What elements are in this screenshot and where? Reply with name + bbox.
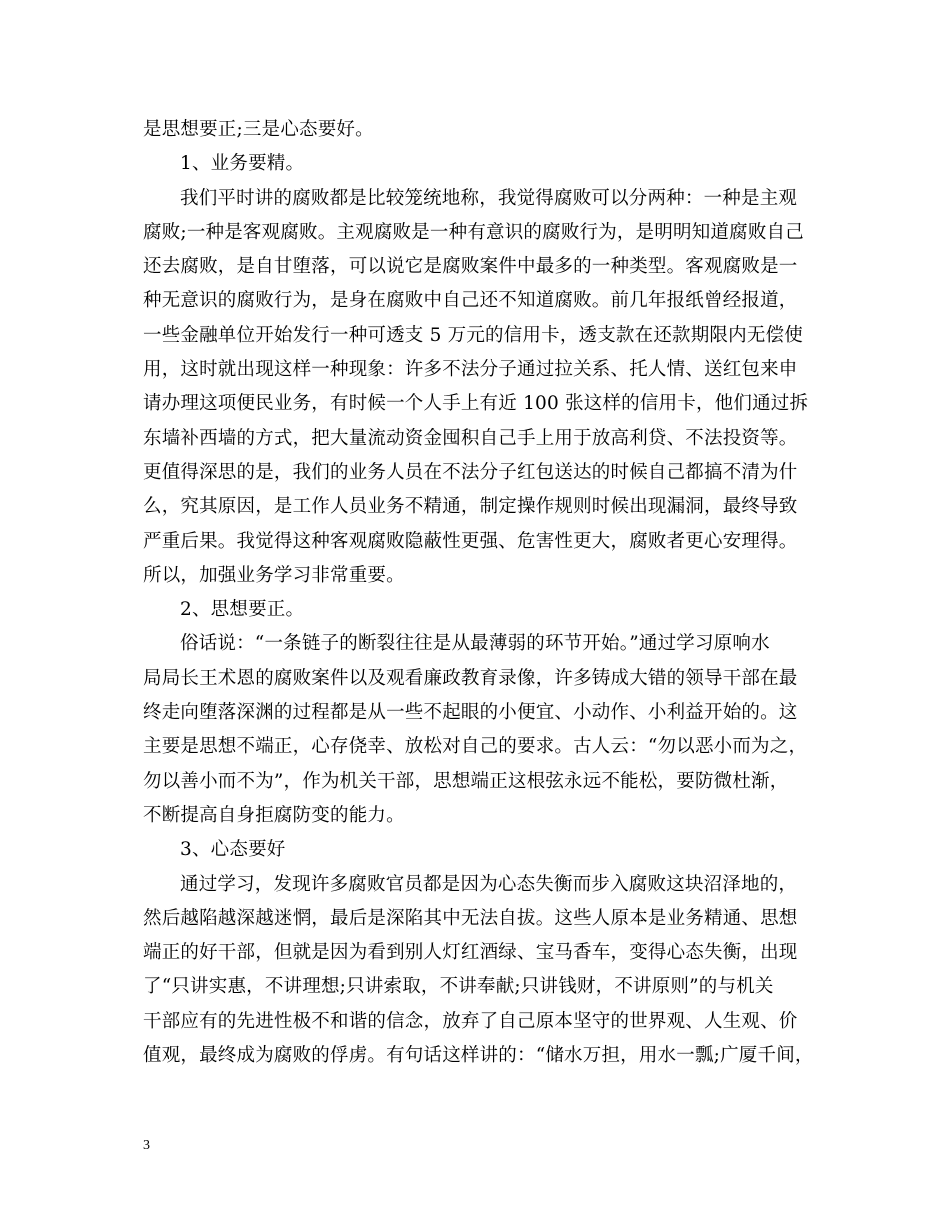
text-line: 么，究其原因，是工作人员业务不精通，制定操作规则时候出现漏洞，最终导致 — [143, 496, 798, 518]
text-line: 东墙补西墙的方式，把大量流动资金囤积自己手上用于放高利贷、不法投资等。 — [143, 427, 798, 449]
text-line: 所以，加强业务学习非常重要。 — [143, 564, 405, 586]
text-line: 局局长王术恩的腐败案件以及观看廉政教育录像，许多铸成大错的领导干部在最 — [143, 667, 798, 689]
text-line: 腐败;一种是客观腐败。主观腐败是一种有意识的腐败行为，是明明知道腐败自己 — [143, 221, 804, 243]
text-line: 用，这时就出现这样一种现象：许多不法分子通过拉关系、托人情、送红包来申 — [143, 359, 798, 381]
text-line: 更值得深思的是，我们的业务人员在不法分子红包送达的时候自己都搞不清为什 — [143, 461, 798, 483]
text-line: 请办理这项便民业务，有时候一个人手上有近 100 张这样的信用卡，他们通过拆 — [143, 393, 809, 415]
text-line: 端正的好干部，但就是因为看到别人灯红酒绿、宝马香车，变得心态失衡，出现 — [143, 942, 798, 964]
text-line: 不断提高自身拒腐防变的能力。 — [143, 804, 405, 826]
text-line: 主要是思想不端正，心存侥幸、放松对自己的要求。古人云：“勿以恶小而为之， — [143, 736, 808, 758]
text-line: 勿以善小而不为”，作为机关干部，思想端正这根弦永远不能松，要防微杜渐， — [143, 770, 789, 792]
text-line: 是思想要正;三是心态要好。 — [143, 119, 374, 140]
text-line: 3、心态要好 — [180, 839, 286, 861]
text-line: 种无意识的腐败行为，是身在腐败中自己还不知道腐败。前几年报纸曾经报道， — [143, 290, 798, 312]
body-text — [143, 113, 823, 1073]
text-line: 通过学习，发现许多腐败官员都是因为心态失衡而步入腐败这块沼泽地的， — [180, 873, 798, 895]
text-line: 严重后果。我觉得这种客观腐败隐蔽性更强、危害性更大，腐败者更心安理得。 — [143, 530, 798, 552]
text-line: 了“只讲实惠，不讲理想;只讲索取，不讲奉献;只讲钱财，不讲原则”的与机关 — [143, 976, 774, 998]
text-line: 终走向堕落深渊的过程都是从一些不起眼的小便宜、小动作、小利益开始的。这 — [143, 702, 798, 724]
text-line: 值观，最终成为腐败的俘虏。有句话这样讲的：“储水万担，用水一瓢;广厦千间， — [143, 1045, 814, 1067]
text-line: 一些金融单位开始发行一种可透支 5 万元的信用卡，透支款在还款期限内无偿使 — [143, 324, 803, 346]
text-line: 还去腐败，是自甘堕落，可以说它是腐败案件中最多的一种类型。客观腐败是一 — [143, 256, 798, 278]
text-line: 1、业务要精。 — [180, 153, 305, 175]
text-line: 我们平时讲的腐败都是比较笼统地称，我觉得腐败可以分两种：一种是主观 — [180, 187, 798, 209]
text-line: 2、思想要正。 — [180, 599, 305, 621]
text-line: 干部应有的先进性极不和谐的信念，放弃了自己原本坚守的世界观、人生观、价 — [143, 1010, 798, 1032]
text-line: 俗话说：“一条链子的断裂往往是从最薄弱的环节开始。”通过学习原响水 — [180, 633, 770, 655]
text-line: 然后越陷越深越迷惘，最后是深陷其中无法自拔。这些人原本是业务精通、思想 — [143, 907, 798, 929]
page-number: 3 — [143, 1138, 150, 1153]
